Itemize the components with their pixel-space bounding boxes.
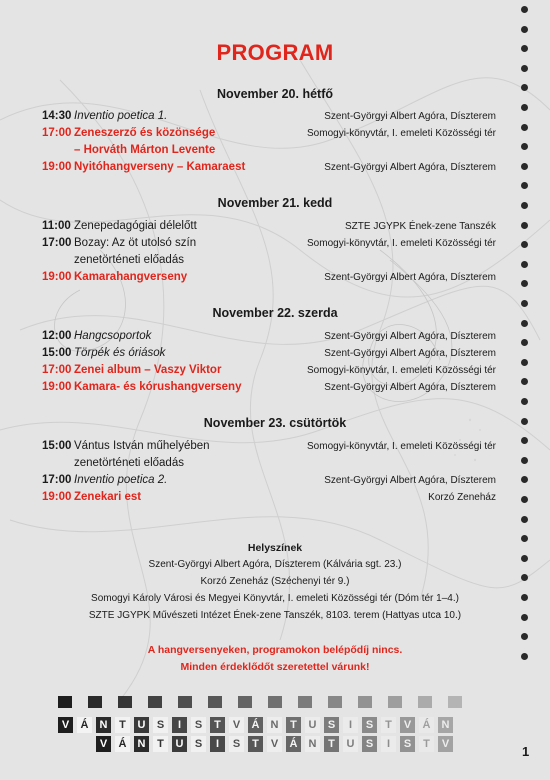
- day-heading: November 20. hétfő: [216, 87, 333, 101]
- binder-dot: [521, 222, 528, 229]
- binder-dot: [521, 398, 528, 405]
- day-heading: November 22. szerda: [212, 306, 338, 320]
- logo-letter: I: [172, 717, 187, 733]
- event-row: [42, 127, 496, 143]
- checker-square: [388, 696, 402, 708]
- event-location: Szent-Györgyi Albert Agóra, Díszterem: [324, 162, 496, 173]
- binder-dot: [521, 535, 528, 542]
- binder-dot: [521, 6, 528, 13]
- logo-letter: T: [210, 717, 225, 733]
- binder-dot: [521, 143, 528, 150]
- event-location: Somogyi-könyvtár, I. emeleti Közösségi tér: [307, 365, 496, 376]
- binder-dot: [521, 320, 528, 327]
- page-title: PROGRAM: [216, 40, 334, 65]
- logo-letter: U: [343, 736, 358, 752]
- event-time: 15:00: [42, 347, 72, 359]
- binder-dot: [521, 516, 528, 523]
- logo-letter: T: [286, 717, 301, 733]
- binder-dot: [521, 280, 528, 287]
- binder-dot: [521, 26, 528, 33]
- checker-square: [148, 696, 162, 708]
- checker-square: [418, 696, 432, 708]
- logo-letter: V: [229, 717, 244, 733]
- free-entry-note: A hangversenyeken, programokon belépődíj nincs.: [147, 644, 403, 656]
- venue-item: Korzó Zeneház (Széchenyi tér 9.): [200, 576, 350, 587]
- event-location: Szent-Györgyi Albert Agóra, Díszterem: [324, 331, 496, 342]
- binder-dot: [521, 163, 528, 170]
- event-name: Kamara- és kórushangverseny: [74, 381, 242, 393]
- event-time: 17:00: [42, 237, 72, 249]
- event-time: 12:00: [42, 330, 72, 342]
- event-row: [42, 220, 496, 236]
- binder-dot: [521, 339, 528, 346]
- event-name: Hangcsoportok: [74, 330, 152, 342]
- logo-letter: S: [362, 736, 377, 752]
- checker-square: [268, 696, 282, 708]
- logo-letter: T: [153, 736, 168, 752]
- logo-letter: S: [191, 736, 206, 752]
- event-row: [42, 110, 496, 126]
- logo-letter: Á: [115, 736, 130, 752]
- logo-letter: T: [419, 736, 434, 752]
- binder-dot: [521, 574, 528, 581]
- logo-letter: I: [343, 717, 358, 733]
- event-location: Somogyi-könyvtár, I. emeleti Közösségi tér: [307, 441, 496, 452]
- binder-dot: [521, 594, 528, 601]
- logo-letter: N: [438, 717, 453, 733]
- checker-square: [58, 696, 72, 708]
- logo-letter: I: [381, 736, 396, 752]
- logo-letter: Á: [248, 717, 263, 733]
- event-row: [42, 491, 496, 507]
- venues-heading: Helyszínek: [247, 542, 303, 554]
- binder-dot: [521, 65, 528, 72]
- event-row: [42, 271, 496, 287]
- event-row: [42, 330, 496, 346]
- binder-dot: [521, 84, 528, 91]
- event-location: Szent-Györgyi Albert Agóra, Díszterem: [324, 348, 496, 359]
- binder-dot: [521, 359, 528, 366]
- event-location: SZTE JGYPK Ének-zene Tanszék: [345, 221, 496, 232]
- binder-dot: [521, 241, 528, 248]
- event-name: Nyitóhangverseny – Kamaraest: [74, 161, 246, 173]
- logo-letter: S: [229, 736, 244, 752]
- logo-letter: V: [400, 717, 415, 733]
- logo-letter: V: [267, 736, 282, 752]
- event-name: Zenei album – Vaszy Viktor: [74, 364, 222, 376]
- logo-letter: T: [115, 717, 130, 733]
- event-name: Inventio poetica 1.: [74, 110, 168, 122]
- event-name: Törpék és óriások: [74, 347, 166, 359]
- logo-letter: S: [324, 717, 339, 733]
- event-time: 19:00: [42, 271, 72, 283]
- event-row: [42, 237, 496, 253]
- logo-strip-top: [58, 717, 474, 733]
- logo-letter: V: [438, 736, 453, 752]
- event-row: [42, 161, 496, 177]
- venue-item: Somogyi Károly Városi és Megyei Könyvtár, I. emeleti Közösségi tér (Dóm tér 1–4.): [91, 593, 459, 604]
- event-name: Bozay: Az öt utolsó szín: [74, 237, 197, 249]
- checker-square: [448, 696, 462, 708]
- event-time: 19:00: [42, 381, 72, 393]
- event-row: [42, 364, 496, 380]
- event-time: 19:00: [42, 491, 72, 503]
- event-row: [42, 474, 496, 490]
- day-heading: November 23. csütörtök: [203, 416, 347, 430]
- welcome-note: Minden érdeklődőt szeretettel várunk!: [180, 661, 370, 673]
- day-heading: November 21. kedd: [217, 196, 333, 210]
- logo-letter: S: [362, 717, 377, 733]
- logo-letter: S: [153, 717, 168, 733]
- binder-dot: [521, 555, 528, 562]
- event-location: Somogyi-könyvtár, I. emeleti Közösségi tér: [307, 238, 496, 249]
- binder-dot: [521, 261, 528, 268]
- event-name: Inventio poetica 2.: [74, 474, 168, 486]
- event-row: [42, 381, 496, 397]
- logo-letter: Á: [77, 717, 92, 733]
- logo-letter: V: [58, 717, 73, 733]
- checker-square: [358, 696, 372, 708]
- logo-letter: U: [305, 717, 320, 733]
- binder-dot: [521, 653, 528, 660]
- logo-letter: T: [381, 717, 396, 733]
- logo-letter: I: [210, 736, 225, 752]
- event-location: Szent-Györgyi Albert Agóra, Díszterem: [324, 111, 496, 122]
- logo-strip-bottom: [58, 736, 474, 752]
- event-name: Zenekari est: [74, 491, 142, 503]
- event-name: Zenepedagógiai délelőtt: [74, 220, 197, 232]
- checker-square: [298, 696, 312, 708]
- checker-square: [238, 696, 252, 708]
- event-location: Korzó Zeneház: [428, 492, 496, 503]
- event-row: [42, 347, 496, 363]
- event-time: 19:00: [42, 161, 72, 173]
- event-name-continuation: – Horváth Márton Levente: [74, 144, 216, 156]
- binder-dot: [521, 496, 528, 503]
- logo-letter: T: [248, 736, 263, 752]
- event-name: Kamarahangverseny: [74, 271, 188, 283]
- checker-square: [178, 696, 192, 708]
- binder-dot: [521, 378, 528, 385]
- event-location: Somogyi-könyvtár, I. emeleti Közösségi tér: [307, 128, 496, 139]
- logo-letter: N: [134, 736, 149, 752]
- binder-dot: [521, 437, 528, 444]
- checker-square: [88, 696, 102, 708]
- checker-pattern: [58, 696, 474, 708]
- event-time: 11:00: [42, 220, 71, 232]
- checker-square: [208, 696, 222, 708]
- event-row: [42, 440, 496, 456]
- logo-letter: N: [305, 736, 320, 752]
- event-time: 14:30: [42, 110, 72, 122]
- logo-letter: U: [172, 736, 187, 752]
- binder-dot: [521, 124, 528, 131]
- binder-dot: [521, 418, 528, 425]
- event-name-continuation: zenetörténeti előadás: [74, 254, 184, 266]
- event-time: 17:00: [42, 364, 72, 376]
- venue-item: Szent-Györgyi Albert Agóra, Díszterem (Kálvária sgt. 23.): [148, 559, 402, 570]
- binder-dot: [521, 614, 528, 621]
- venue-item: SZTE JGYPK Művészeti Intézet Ének-zene Tanszék, 8103. terem (Hattyas utca 10.): [88, 610, 462, 621]
- logo-letter: N: [267, 717, 282, 733]
- logo-letter: S: [400, 736, 415, 752]
- event-time: 15:00: [42, 440, 72, 452]
- binder-dot: [521, 633, 528, 640]
- binder-dot: [521, 457, 528, 464]
- binder-dot: [521, 476, 528, 483]
- event-name: Zeneszerző és közönsége: [74, 127, 216, 139]
- binder-dot: [521, 45, 528, 52]
- logo-letter: Á: [419, 717, 434, 733]
- logo-letter: V: [96, 736, 111, 752]
- event-time: 17:00: [42, 474, 72, 486]
- logo-letter: S: [191, 717, 206, 733]
- logo-letter: Á: [286, 736, 301, 752]
- checker-square: [328, 696, 342, 708]
- logo-letter: T: [324, 736, 339, 752]
- event-name: Vántus István műhelyében: [74, 440, 210, 452]
- logo-letter: U: [134, 717, 149, 733]
- logo-letter: N: [96, 717, 111, 733]
- binder-dot: [521, 300, 528, 307]
- checker-square: [118, 696, 132, 708]
- event-name-continuation: zenetörténeti előadás: [74, 457, 184, 469]
- binder-dot: [521, 182, 528, 189]
- binder-dot: [521, 202, 528, 209]
- event-time: 17:00: [42, 127, 72, 139]
- binder-dots: [521, 6, 531, 666]
- binder-dot: [521, 104, 528, 111]
- event-location: Szent-Györgyi Albert Agóra, Díszterem: [324, 475, 496, 486]
- event-location: Szent-Györgyi Albert Agóra, Díszterem: [324, 272, 496, 283]
- event-location: Szent-Györgyi Albert Agóra, Díszterem: [324, 382, 496, 393]
- page-number: 1: [522, 744, 530, 759]
